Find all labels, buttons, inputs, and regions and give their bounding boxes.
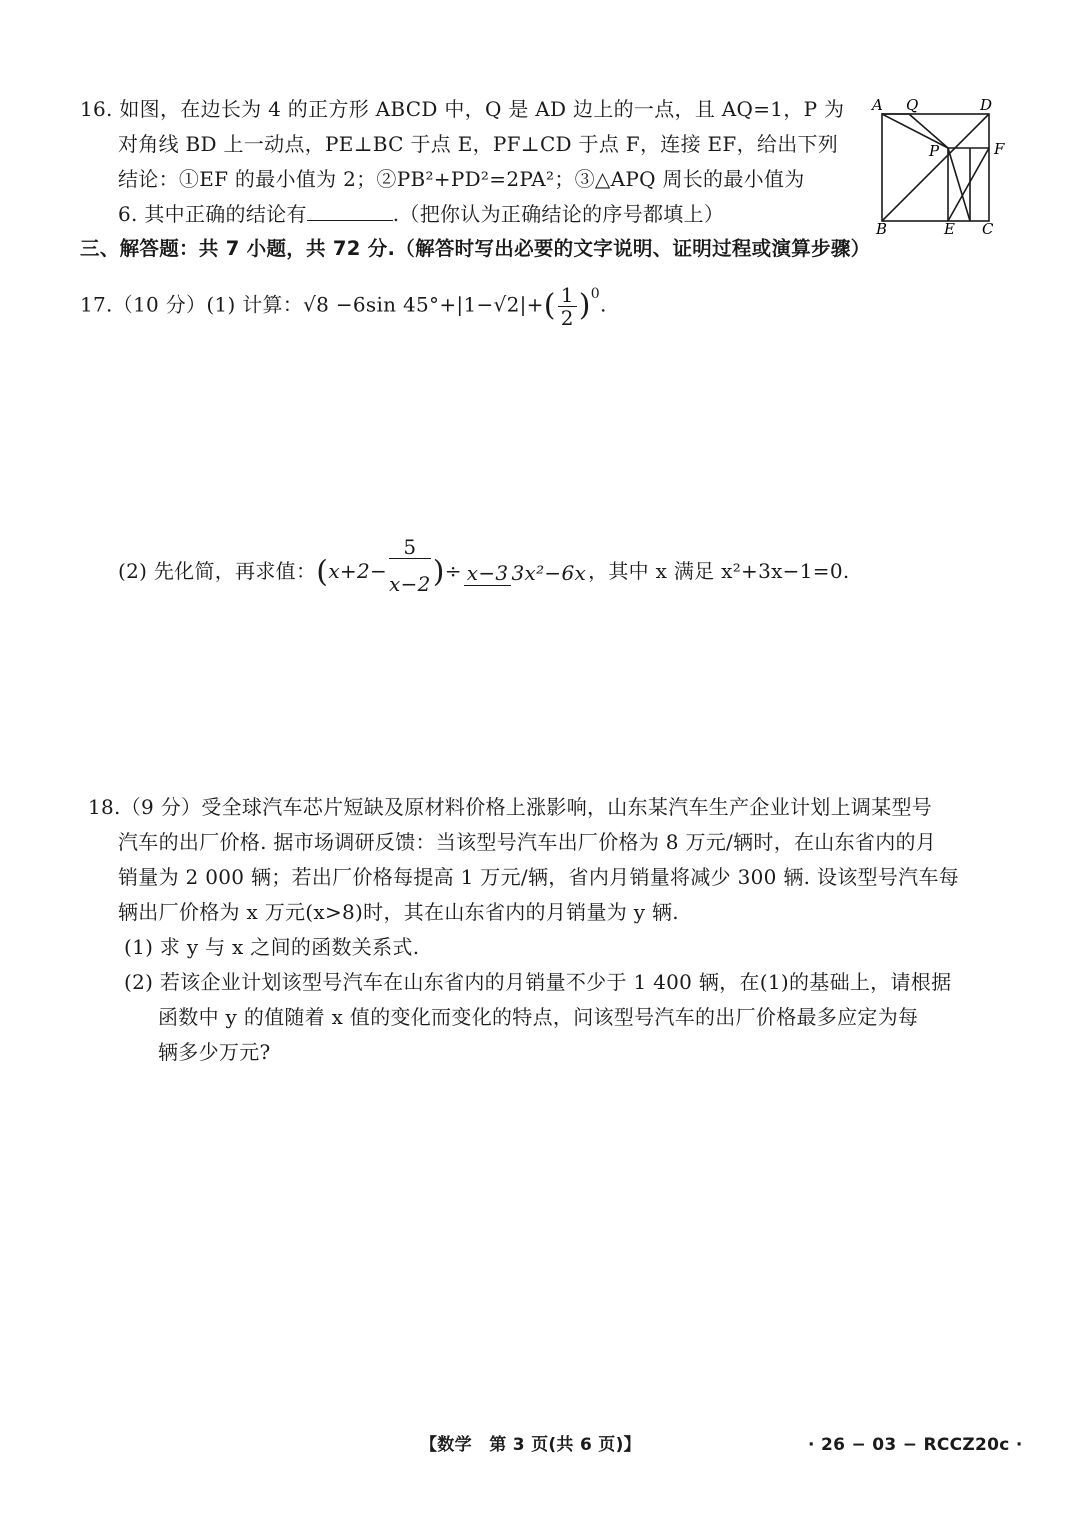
footer-code: · 26 − 03 − RCCZ20c · xyxy=(808,1435,1023,1455)
fraction-denominator: x−2 xyxy=(389,572,431,596)
label-a: A xyxy=(872,96,883,114)
q18-sub-2-line-2: 函数中 y 的值随着 x 值的变化而变化的特点，问该型号汽车的出厂价格最多应定为每 xyxy=(158,1005,919,1029)
label-b: B xyxy=(876,220,888,238)
label-c: C xyxy=(982,220,994,238)
q18-line-4: 辆出厂价格为 x 万元(x>8)时，其在山东省内的月销量为 y 辆. xyxy=(118,900,679,924)
label-e: E xyxy=(944,220,955,238)
footer-page-label: 【数学 第 3 页(共 6 页)】 xyxy=(420,1435,641,1455)
label-d: D xyxy=(980,96,993,114)
fraction-denominator: 2 xyxy=(560,305,574,330)
q18-line-3: 销量为 2 000 辆；若出厂价格每提高 1 万元/辆，省内月销量将减少 300 辆. 设该型号汽车每 xyxy=(118,865,960,889)
fraction-numerator: x−3 xyxy=(464,561,512,586)
right-paren: ) xyxy=(578,288,591,324)
expr-part-a: x+2− xyxy=(328,559,388,583)
square-abcd-figure xyxy=(870,96,1020,246)
q17-part-1-text: 17.（10 分）(1) 计算：√8 −6sin 45°+|1−√2|+ xyxy=(80,292,544,317)
label-q: Q xyxy=(906,96,919,114)
fraction-numerator: 5 xyxy=(389,536,431,559)
q16-line-4-start: 6. 其中正确的结论有 xyxy=(118,202,307,226)
q17-part-2 xyxy=(118,536,850,609)
q18-sub-1: (1) 求 y 与 x 之间的函数关系式. xyxy=(124,935,420,959)
q16-line-4-end: .（把你认为正确结论的序号都填上） xyxy=(392,202,725,226)
q18-sub-2-line-3: 辆多少万元? xyxy=(158,1040,271,1064)
fraction-half xyxy=(558,284,577,329)
right-paren: ) xyxy=(432,554,445,590)
label-p: P xyxy=(929,142,940,160)
section-3-heading: 三、解答题：共 7 小题，共 72 分.（解答时写出必要的文字说明、证明过程或演算步骤） xyxy=(80,237,871,260)
answer-blank xyxy=(307,200,393,221)
segment-pc xyxy=(948,148,970,221)
fraction-numerator: 1 xyxy=(558,284,577,307)
q18-line-2: 汽车的出厂价格. 据市场调研反馈：当该型号汽车出厂价格为 8 万元/辆时，在山东省内的月 xyxy=(118,830,937,854)
exponent-zero: 0 xyxy=(590,286,600,302)
q16-line-3: 结论：①EF 的最小值为 2；②PB²+PD²=2PA²；③△APQ 周长的最小值为 xyxy=(118,167,805,191)
q18-sub-2-line-1: (2) 若该企业计划该型号汽车在山东省内的月销量不少于 1 400 辆，在(1)的基础上，请根据 xyxy=(124,970,952,994)
left-paren: ( xyxy=(543,288,556,324)
q17-part-1 xyxy=(80,278,607,329)
fraction-5-over-x-minus-2 xyxy=(389,536,431,609)
q17-part-1-end: . xyxy=(599,292,607,317)
diagonal-bd xyxy=(882,114,989,221)
fraction-denominator: 3x²−6x xyxy=(511,560,587,585)
fraction-x-minus-3-over-3x2-minus-6x xyxy=(464,548,586,598)
left-paren: ( xyxy=(316,554,329,590)
q16-line-2: 对角线 BD 上一动点，PE⊥BC 于点 E，PF⊥CD 于点 F，连接 EF，给出下列 xyxy=(118,132,839,156)
q17-part-2-suffix: ，其中 x 满足 x²+3x−1=0. xyxy=(588,559,850,583)
q16-line-1: 16. 如图，在边长为 4 的正方形 ABCD 中，Q 是 AD 边上的一点，且 AQ=1，P 为 xyxy=(80,97,845,121)
q18-line-1: 18.（9 分）受全球汽车芯片短缺及原材料价格上涨影响，山东某汽车生产企业计划上调某型号 xyxy=(88,795,933,819)
q16-line-4 xyxy=(118,199,724,229)
division-sign: ÷ xyxy=(444,559,462,583)
segment-ef xyxy=(948,148,989,221)
q17-part-2-prefix: (2) 先化简，再求值： xyxy=(118,559,317,583)
label-f: F xyxy=(994,140,1005,158)
